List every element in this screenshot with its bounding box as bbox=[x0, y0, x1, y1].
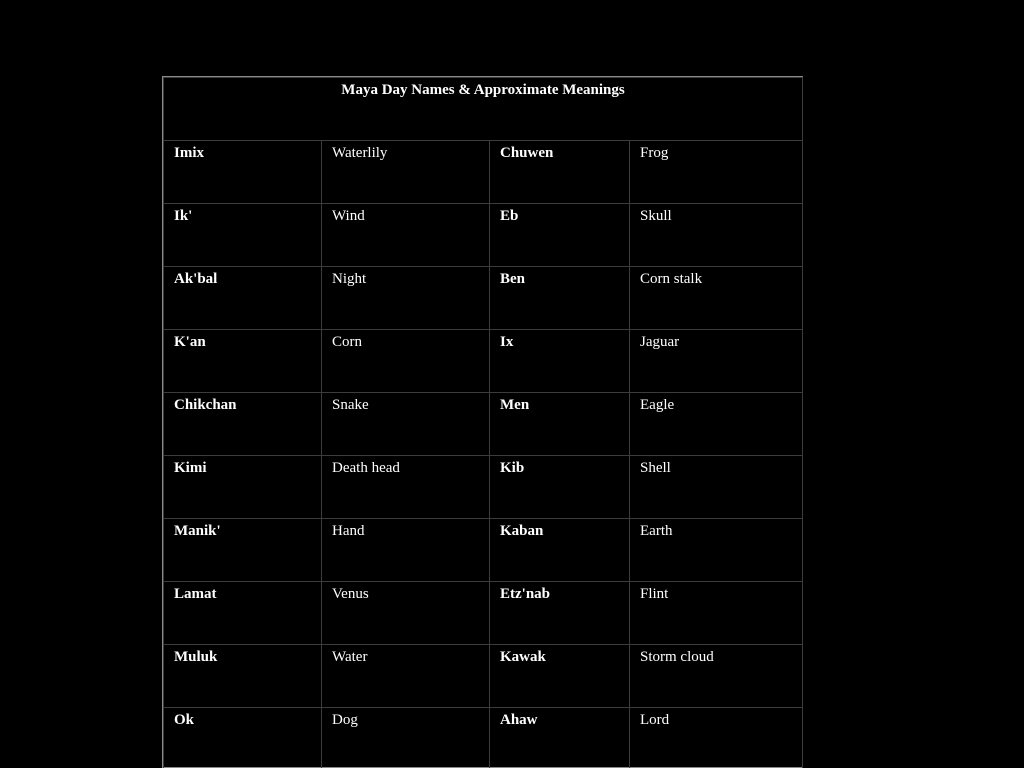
table-row bbox=[164, 267, 803, 330]
day-name-cell: Ix bbox=[490, 330, 630, 393]
table-row bbox=[164, 708, 803, 768]
day-name-cell: K'an bbox=[164, 330, 322, 393]
meaning-cell: Dog bbox=[322, 708, 490, 768]
day-name-cell: Chikchan bbox=[164, 393, 322, 456]
meaning-cell: Flint bbox=[630, 582, 803, 645]
day-name-cell: Ok bbox=[164, 708, 322, 768]
day-name-cell: Kimi bbox=[164, 456, 322, 519]
day-name-cell: Lamat bbox=[164, 582, 322, 645]
table-row bbox=[164, 330, 803, 393]
day-name-cell: Chuwen bbox=[490, 141, 630, 204]
table-title: Maya Day Names & Approximate Meanings bbox=[164, 78, 803, 141]
table-row bbox=[164, 204, 803, 267]
meaning-cell: Hand bbox=[322, 519, 490, 582]
meaning-cell: Water bbox=[322, 645, 490, 708]
table-title-row bbox=[164, 78, 803, 141]
day-name-cell: Ahaw bbox=[490, 708, 630, 768]
day-name-cell: Manik' bbox=[164, 519, 322, 582]
day-name-cell: Imix bbox=[164, 141, 322, 204]
meaning-cell: Corn bbox=[322, 330, 490, 393]
meaning-cell: Corn stalk bbox=[630, 267, 803, 330]
day-name-cell: Kawak bbox=[490, 645, 630, 708]
meaning-cell: Earth bbox=[630, 519, 803, 582]
table-row bbox=[164, 519, 803, 582]
meaning-cell: Storm cloud bbox=[630, 645, 803, 708]
day-name-cell: Kib bbox=[490, 456, 630, 519]
table-row bbox=[164, 582, 803, 645]
table-row bbox=[164, 456, 803, 519]
day-name-cell: Ak'bal bbox=[164, 267, 322, 330]
meaning-cell: Shell bbox=[630, 456, 803, 519]
day-name-cell: Ben bbox=[490, 267, 630, 330]
meaning-cell: Wind bbox=[322, 204, 490, 267]
day-names-table bbox=[163, 77, 803, 768]
day-name-cell: Eb bbox=[490, 204, 630, 267]
day-name-cell: Men bbox=[490, 393, 630, 456]
meaning-cell: Skull bbox=[630, 204, 803, 267]
day-name-cell: Ik' bbox=[164, 204, 322, 267]
meaning-cell: Eagle bbox=[630, 393, 803, 456]
meaning-cell: Night bbox=[322, 267, 490, 330]
day-names-table-container bbox=[162, 76, 803, 768]
meaning-cell: Death head bbox=[322, 456, 490, 519]
meaning-cell: Venus bbox=[322, 582, 490, 645]
table-row bbox=[164, 645, 803, 708]
meaning-cell: Frog bbox=[630, 141, 803, 204]
table-row bbox=[164, 141, 803, 204]
meaning-cell: Lord bbox=[630, 708, 803, 768]
day-name-cell: Etz'nab bbox=[490, 582, 630, 645]
day-name-cell: Kaban bbox=[490, 519, 630, 582]
meaning-cell: Waterlily bbox=[322, 141, 490, 204]
meaning-cell: Jaguar bbox=[630, 330, 803, 393]
meaning-cell: Snake bbox=[322, 393, 490, 456]
day-name-cell: Muluk bbox=[164, 645, 322, 708]
table-row bbox=[164, 393, 803, 456]
